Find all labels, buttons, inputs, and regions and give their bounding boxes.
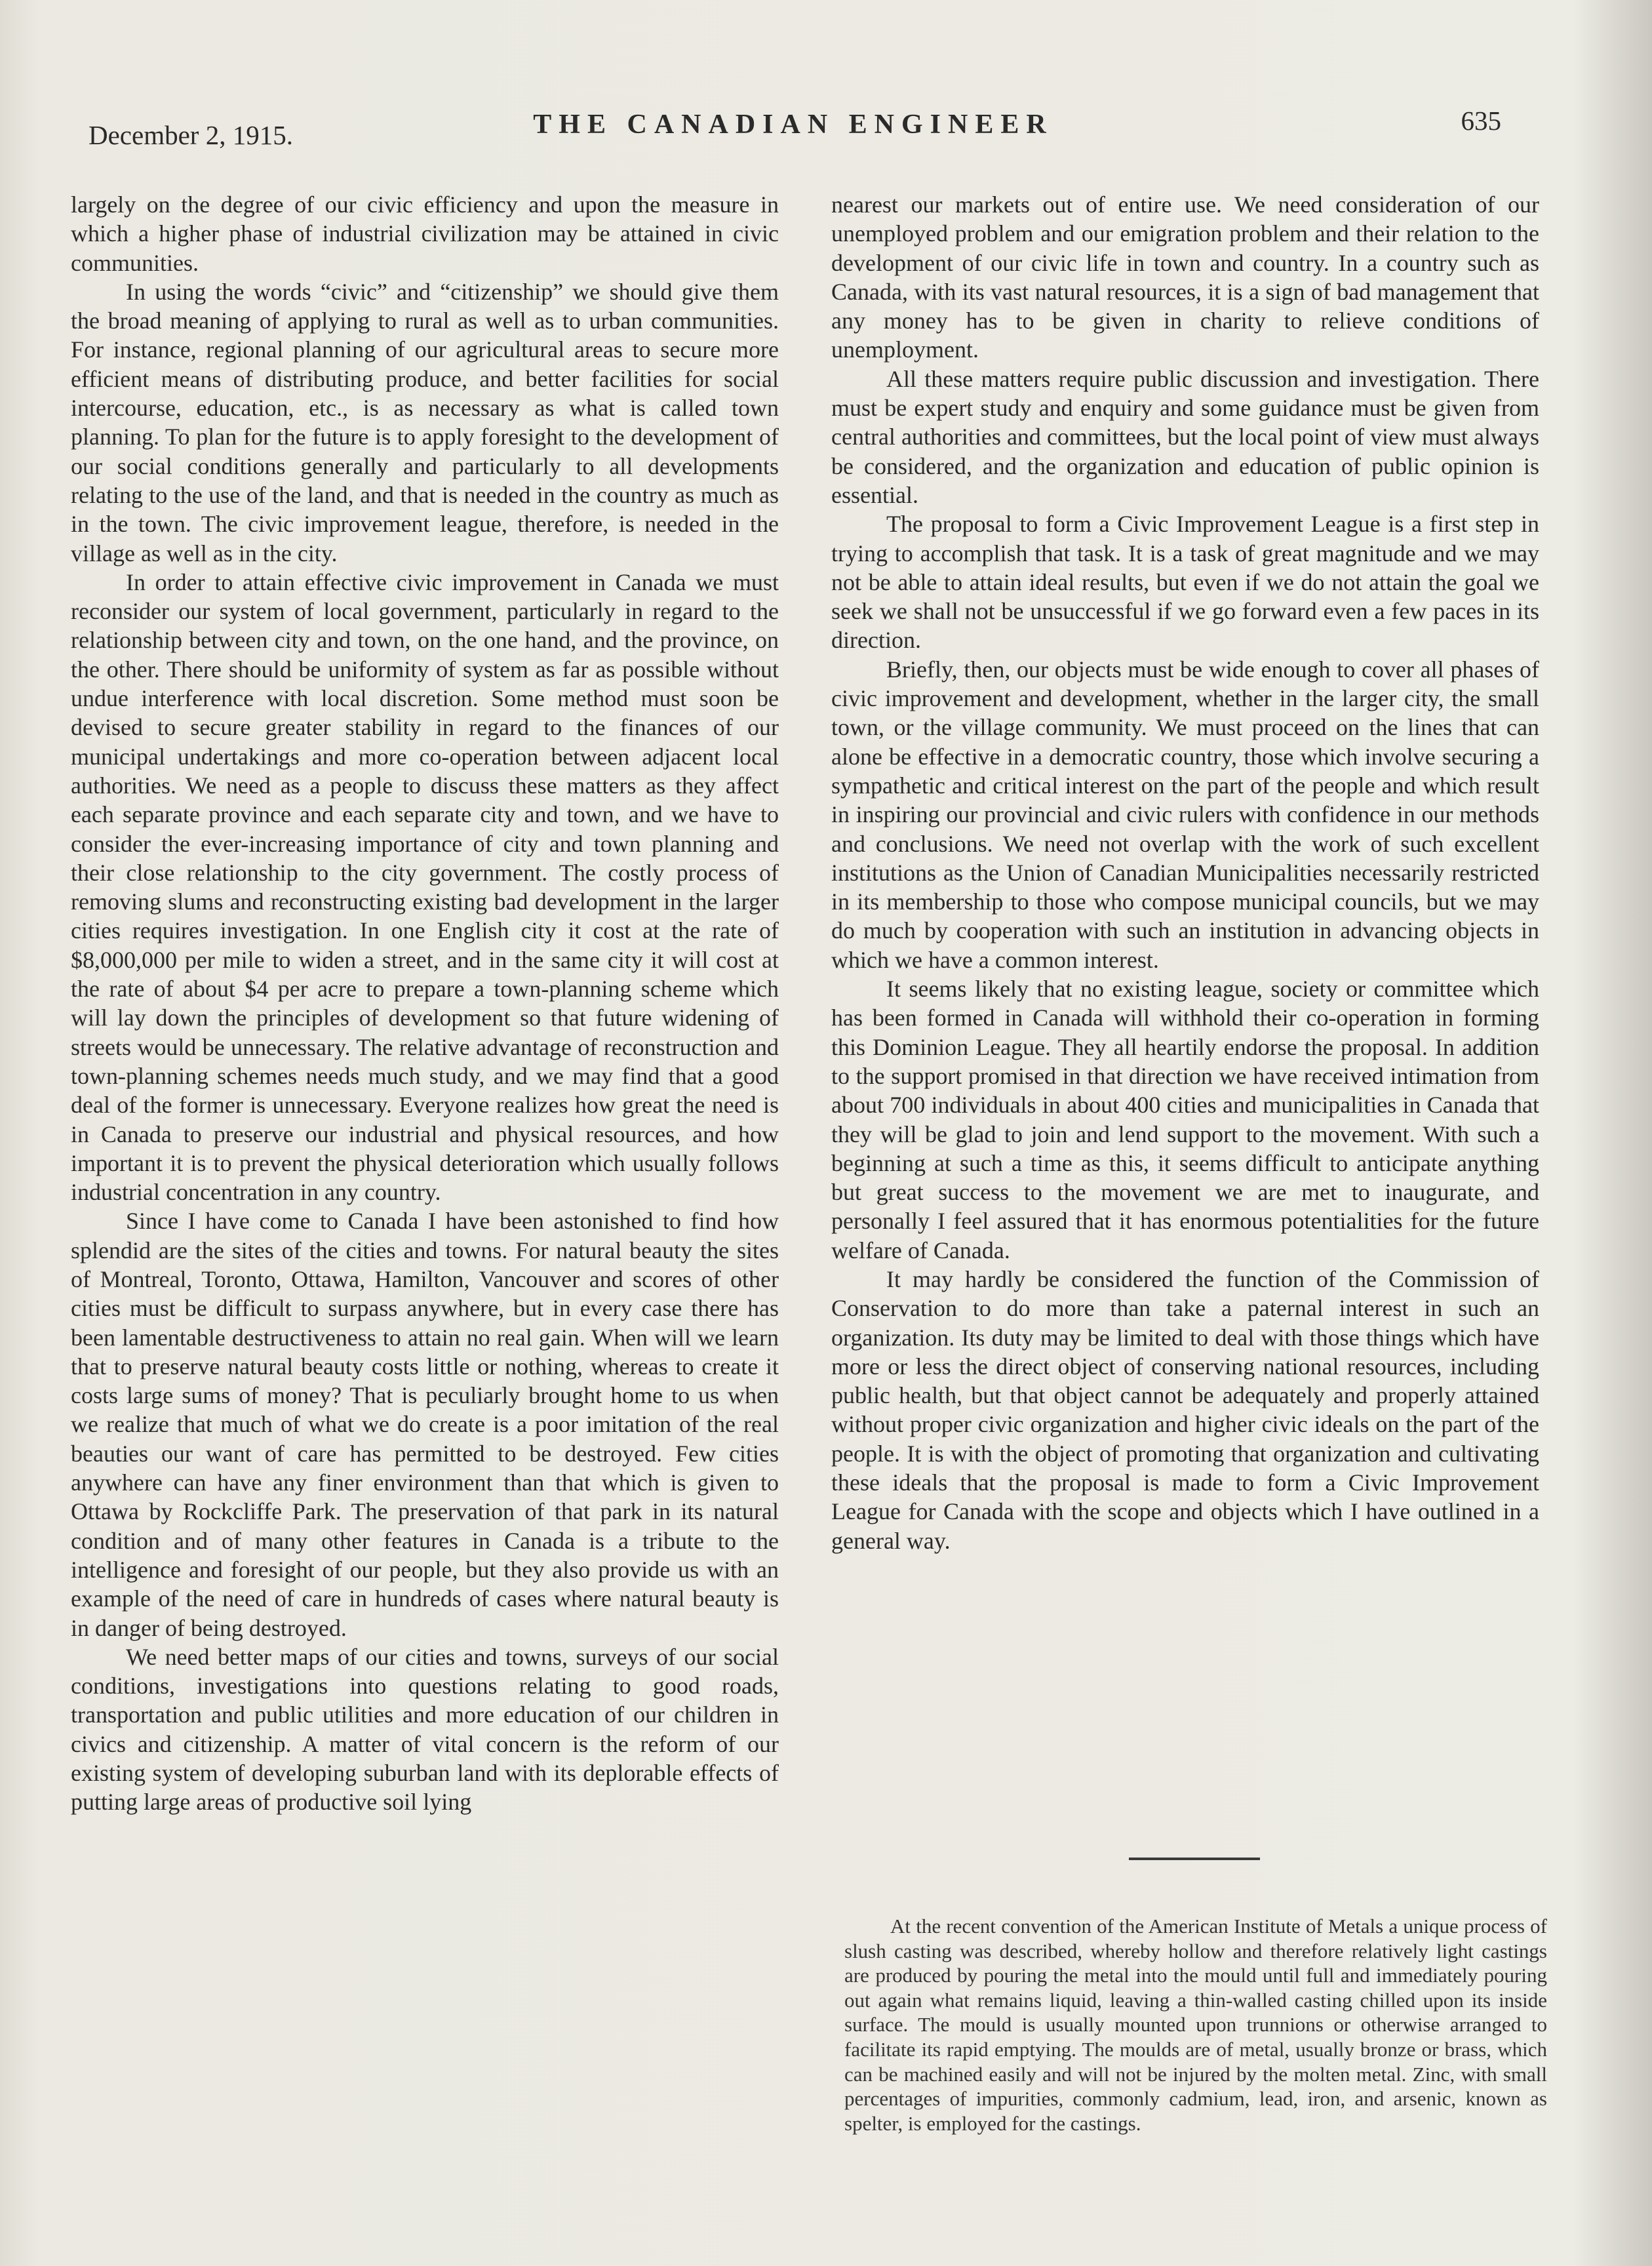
paragraph: largely on the degree of our civic efficiency and upon the measure in which a higher phase of industrial civilization may be attained in civic communities. <box>71 191 779 276</box>
news-note: At the recent convention of the American Institute of Metals a unique process of slush casting was described, whereby hollow and therefore relatively light castings are produced by pouring the metal into the mould until full and immediately pouring out again what remains liquid, leaving a thin-walled casting chilled upon its inside surface. The mould is usually mounted upon trunnions or otherwise arranged to facilitate its rapid emptying. The moulds are of metal, usually bronze or brass, which can be machined easily and will not be injured by the molten metal. Zinc, with small percentages of impurities, commonly cadmium, lead, iron, and arsenic, known as spelter, is employed for the castings. <box>844 1915 1547 2135</box>
right-column <box>831 190 1539 2216</box>
paragraph: nearest our markets out of entire use. We need consideration of our unemployed problem and our emigration problem and their relation to the development of our civic life in town and country. In a country such as Canada, with its vast natural resources, it is a sign of bad management that any money has to be given in charity to relieve conditions of unemployment. <box>831 191 1539 363</box>
journal-title: THE CANADIAN ENGINEER <box>533 109 1053 140</box>
paragraph: Briefly, then, our objects must be wide enough to cover all phases of civic improvement and development, whether in the larger city, the small town, or the village community. We must proceed on the lines that can alone be effective in a democratic country, those which involve securing a sympathetic and critical interest on the part of the people and which result in inspiring our provincial and civic rulers with confidence in our methods and conclusions. We need not overlap with the work of such excellent institutions as the Union of Canadian Municipalities necessarily restricted in its membership to those who compose municipal councils, but we may do much by cooperation with such an institution in advancing objects in which we have a common interest. <box>831 656 1539 973</box>
paragraph: In using the words “civic” and “citizenship” we should give them the broad meaning of applying to rural as well as to urban communities. For instance, regional planning of our agricultural areas to secure more efficient means of distributing produce, and better facilities for social intercourse, education, etc., is as necessary as what is called town planning. To plan for the future is to apply foresight to the development of our social conditions generally and particularly to all developments relating to the use of the land, and that is needed in the country as much as in the town. The civic improvement league, therefore, is needed in the village as well as in the city. <box>71 278 779 566</box>
page-header <box>85 105 1501 157</box>
issue-date: December 2, 1915. <box>88 120 293 150</box>
paragraph: Since I have come to Canada I have been astonished to find how splendid are the sites of the cities and towns. For natural beauty the sites of Montreal, Toronto, Ottawa, Hamilton, Vancouver and scores of other cities must be difficult to surpass anywhere, but in every case there has been lamentable destructiveness to attain no real gain. When will we learn that to preserve natural beauty costs little or nothing, whereas to create it costs large sums of money? That is peculiarly brought home to us when we realize that much of what we do create is a poor imitation of the real beauties our want of care has permitted to be destroyed. Few cities anywhere can have any finer environment than that which is given to Ottawa by Rockcliffe Park. The preservation of that park in its natural condition and of many other features in Canada is a tribute to the intelligence and foresight of our people, but they also provide us with an example of the need of care in hundreds of cases where natural beauty is in danger of being destroyed. <box>71 1208 779 1641</box>
paragraph: It seems likely that no existing league, society or committee which has been formed in Canada will withhold their co-operation in forming this Dominion League. They all heartily endorse the proposal. In addition to the support promised in that direction we have received intimation from about 700 individuals in about 400 cities and municipalities in Canada that they will be glad to join and lend support to the movement. With such a beginning at such a time as this, it seems difficult to anticipate anything but great success to the movement we are met to inaugurate, and personally I feel assured that it has enormous potentialities for the future welfare of Canada. <box>831 976 1539 1263</box>
paragraph: The proposal to form a Civic Improvement League is a first step in trying to accomplish that task. It is a task of great magnitude and we may not be able to attain ideal results, but even if we do not attain the goal we seek we shall not be unsuccessful if we go forward even a few paces in its direction. <box>831 511 1539 654</box>
section-divider <box>1129 1858 1260 1860</box>
paragraph: All these matters require public discussion and investigation. There must be expert study and enquiry and some guidance must be given from central authorities and committees, but the local point of view must always be considered, and the organization and education of public opinion is essential. <box>831 365 1539 508</box>
paragraph: We need better maps of our cities and towns, surveys of our social conditions, investigations into questions relating to good roads, transportation and public utilities and more education of our children in civics and citizenship. A matter of vital concern is the reform of our existing system of developing suburban land with its deplorable effects of putting large areas of productive soil lying <box>71 1643 779 1816</box>
paragraph: It may hardly be considered the function of the Commission of Conservation to do more than take a paternal interest in such an organization. Its duty may be limited to deal with those things which have more or less the direct object of conserving national resources, including public health, but that object cannot be adequately and properly attained without proper civic organization and higher civic ideals on the part of the people. It is with the object of promoting that organization and cultivating these ideals that the proposal is made to form a Civic Improvement League for Canada with the scope and objects which I have outlined in a general way. <box>831 1265 1539 1554</box>
left-column <box>71 190 779 2216</box>
paragraph: In order to attain effective civic improvement in Canada we must reconsider our system of local government, particularly in regard to the relationship between city and town, on the one hand, and the province, on the other. There should be uniformity of system as far as possible without undue interference with local discretion. Some method must soon be devised to secure greater stability in regard to the finances of our municipal undertakings and more co-operation between adjacent local authorities. We need as a people to discuss these matters as they affect each separate province and each separate city and town, and we have to consider the ever-increasing importance of city and town planning and their close relationship to the city government. The costly process of removing slums and reconstructing existing bad development in the larger cities requires investigation. In one English city it cost at the rate of $8,000,000 per mile to widen a street, and in the same city it will cost at the rate of about $4 per acre to prepare a town-planning scheme which will lay down the principles of development so that future widening of streets would be unnecessary. The relative advantage of reconstruction and town-planning schemes needs much study, and we may find that a good deal of the former is unnecessary. Everyone realizes how great the need is in Canada to preserve our industrial and physical resources, and how important it is to prevent the physical deterioration which usually follows industrial concentration in any country. <box>71 568 779 1206</box>
page-number: 635 <box>1461 106 1501 136</box>
